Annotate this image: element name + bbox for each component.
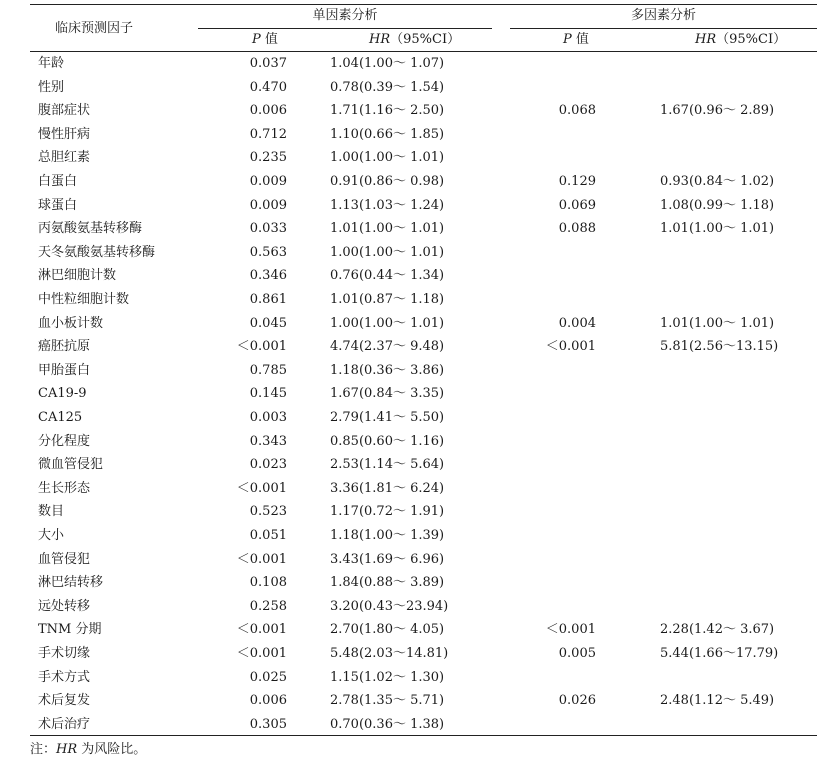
uni-hr-value: 0.78(0.39～ 1.54) bbox=[330, 79, 445, 95]
multi-hr-value: 0.93(0.84～ 1.02) bbox=[660, 174, 775, 189]
factor-cell: 甲胎蛋白 bbox=[38, 362, 91, 378]
table-row bbox=[0, 146, 823, 170]
table-row bbox=[0, 453, 823, 477]
uni-p-value: 0.025 bbox=[249, 669, 287, 685]
factor-cell: 术后治疗 bbox=[38, 716, 91, 732]
multi-p-value: 0.088 bbox=[558, 221, 596, 237]
uni-hr-value: 0.85(0.60～ 1.16) bbox=[330, 433, 445, 449]
table-row bbox=[0, 548, 823, 572]
uni-hr-value: 2.70(1.80～ 4.05) bbox=[330, 622, 445, 638]
multi-p-value: ＜0.001 bbox=[545, 622, 596, 638]
table-row bbox=[0, 713, 823, 737]
multi-p-value: 0.069 bbox=[558, 197, 596, 213]
factor-cell: 慢性肝病 bbox=[38, 126, 91, 142]
factor-cell: 天冬氨酸氨基转移酶 bbox=[38, 244, 156, 260]
table-row bbox=[0, 689, 823, 713]
uni-hr-value: 1.71(1.16～ 2.50) bbox=[330, 103, 445, 119]
factor-column-header: 临床预测因子 bbox=[55, 21, 134, 36]
hr-suffix: （95%CI） bbox=[390, 32, 461, 47]
factor-cell: 生长形态 bbox=[38, 480, 91, 496]
multi-p-value: 0.005 bbox=[558, 646, 596, 661]
table-row bbox=[0, 382, 823, 406]
factor-cell: 癌胚抗原 bbox=[38, 339, 91, 355]
table-footnote bbox=[30, 738, 146, 757]
factor-cell: CA125 bbox=[38, 410, 83, 425]
table-row bbox=[0, 123, 823, 147]
table-row bbox=[0, 217, 823, 241]
uni-hr-value: 1.00(1.00～ 1.01) bbox=[330, 244, 445, 260]
table-row bbox=[0, 264, 823, 288]
p-symbol: P bbox=[252, 32, 261, 47]
uni-hr-value: 1.10(0.66～ 1.85) bbox=[330, 126, 445, 142]
factor-cell: TNM 分期 bbox=[38, 622, 102, 638]
footnote-prefix: 注： bbox=[30, 742, 57, 757]
factor-cell: 术后复发 bbox=[38, 693, 91, 709]
uni-hr-value: 1.13(1.03～ 1.24) bbox=[330, 197, 445, 213]
footnote-text: 为风险比。 bbox=[77, 742, 147, 757]
uni-p-value: 0.045 bbox=[249, 315, 287, 331]
uni-p-value: ＜0.001 bbox=[236, 480, 287, 496]
uni-p-value: 0.470 bbox=[249, 79, 287, 95]
table-row bbox=[0, 571, 823, 595]
uni-hr-value: 2.78(1.35～ 5.71) bbox=[330, 693, 445, 709]
table-row bbox=[0, 170, 823, 194]
uni-p-value: 0.006 bbox=[249, 693, 287, 709]
uni-hr-value: 0.91(0.86～ 0.98) bbox=[330, 174, 445, 189]
table-row bbox=[0, 288, 823, 312]
uni-hr-value: 1.00(1.00～ 1.01) bbox=[330, 315, 445, 331]
factor-cell: 大小 bbox=[38, 528, 65, 543]
uni-p-value: 0.861 bbox=[249, 292, 287, 307]
factor-cell: 血管侵犯 bbox=[38, 551, 91, 567]
table-row bbox=[0, 406, 823, 430]
uni-hr-value: 1.04(1.00～ 1.07) bbox=[330, 56, 445, 71]
uni-hr-value: 3.20(0.43～23.94) bbox=[330, 598, 449, 614]
uni-hr-value: 1.18(0.36～ 3.86) bbox=[330, 362, 445, 378]
uni-hr-value: 1.84(0.88～ 3.89) bbox=[330, 575, 445, 591]
factor-cell: 腹部症状 bbox=[38, 103, 91, 119]
uni-hr-value: 1.01(1.00～ 1.01) bbox=[330, 221, 445, 237]
multi-hr-value: 2.48(1.12～ 5.49) bbox=[660, 693, 775, 709]
factor-cell: 性别 bbox=[38, 79, 65, 95]
uni-p-value: 0.305 bbox=[249, 716, 287, 732]
uni-p-value: 0.108 bbox=[249, 575, 287, 591]
factor-cell: 淋巴细胞计数 bbox=[38, 268, 117, 284]
factor-cell: 数目 bbox=[38, 504, 65, 520]
table-row bbox=[0, 642, 823, 666]
uni-p-value: ＜0.001 bbox=[236, 551, 287, 567]
multi-hr-value: 1.01(1.00～ 1.01) bbox=[660, 315, 775, 331]
multi-hr-value: 2.28(1.42～ 3.67) bbox=[660, 622, 775, 638]
uni-p-value: 0.346 bbox=[249, 268, 287, 284]
factor-cell: 微血管侵犯 bbox=[38, 457, 104, 473]
uni-p-value: 0.145 bbox=[249, 386, 287, 402]
uni-hr-header bbox=[369, 32, 460, 48]
multi-hr-value: 1.01(1.00～ 1.01) bbox=[660, 221, 775, 237]
uni-p-value: 0.009 bbox=[249, 174, 287, 189]
table-row bbox=[0, 430, 823, 454]
multi-hr-value: 5.44(1.66～17.79) bbox=[660, 646, 779, 661]
table-row bbox=[0, 595, 823, 619]
table-row bbox=[0, 52, 823, 76]
factor-cell: 手术切缘 bbox=[38, 646, 91, 661]
footnote-abbr: HR bbox=[56, 742, 78, 757]
factor-cell: CA19-9 bbox=[38, 386, 87, 402]
uni-group-rule bbox=[198, 28, 492, 29]
table-row bbox=[0, 666, 823, 690]
uni-hr-value: 0.70(0.36～ 1.38) bbox=[330, 716, 445, 732]
factor-cell: 总胆红素 bbox=[38, 150, 91, 166]
multi-p-value: 0.004 bbox=[558, 315, 596, 331]
uni-hr-value: 2.53(1.14～ 5.64) bbox=[330, 457, 445, 473]
uni-p-value: 0.023 bbox=[249, 457, 287, 473]
p-suffix: 值 bbox=[260, 32, 278, 47]
uni-p-value: 0.785 bbox=[249, 362, 287, 378]
multi-p-header bbox=[563, 32, 589, 48]
uni-p-value: 0.051 bbox=[249, 528, 287, 543]
table-row bbox=[0, 194, 823, 218]
table-top-rule bbox=[30, 4, 817, 5]
table-row bbox=[0, 99, 823, 123]
multi-hr-value: 5.81(2.56～13.15) bbox=[660, 339, 779, 355]
uni-p-header bbox=[252, 32, 278, 48]
table-row bbox=[0, 241, 823, 265]
uni-hr-value: 1.17(0.72～ 1.91) bbox=[330, 504, 445, 520]
uni-hr-value: 0.76(0.44～ 1.34) bbox=[330, 268, 445, 284]
table-row bbox=[0, 335, 823, 359]
table-row bbox=[0, 76, 823, 100]
multi-p-value: 0.129 bbox=[558, 174, 596, 189]
multivariate-group-header: 多因素分析 bbox=[630, 8, 696, 23]
uni-p-value: 0.712 bbox=[249, 126, 287, 142]
multi-group-rule bbox=[510, 28, 817, 29]
table-row bbox=[0, 359, 823, 383]
uni-p-value: 0.343 bbox=[249, 433, 287, 449]
uni-hr-value: 1.15(1.02～ 1.30) bbox=[330, 669, 445, 685]
uni-hr-value: 2.79(1.41～ 5.50) bbox=[330, 410, 445, 425]
hr-suffix: （95%CI） bbox=[716, 32, 787, 47]
uni-p-value: ＜0.001 bbox=[236, 646, 287, 661]
uni-p-value: 0.009 bbox=[249, 197, 287, 213]
factor-cell: 白蛋白 bbox=[38, 174, 78, 189]
uni-hr-value: 4.74(2.37～ 9.48) bbox=[330, 339, 445, 355]
table-row bbox=[0, 312, 823, 336]
uni-p-value: 0.037 bbox=[249, 56, 287, 71]
uni-p-value: 0.258 bbox=[249, 598, 287, 614]
multi-hr-header bbox=[695, 32, 786, 48]
uni-p-value: 0.235 bbox=[249, 150, 287, 166]
uni-hr-value: 1.18(1.00～ 1.39) bbox=[330, 528, 445, 543]
table-row bbox=[0, 524, 823, 548]
multi-p-value: ＜0.001 bbox=[545, 339, 596, 355]
factor-cell: 丙氨酸氨基转移酶 bbox=[38, 221, 143, 237]
table-row bbox=[0, 618, 823, 642]
hr-symbol: HR bbox=[695, 32, 717, 47]
multi-hr-value: 1.08(0.99～ 1.18) bbox=[660, 197, 775, 213]
multi-hr-value: 1.67(0.96～ 2.89) bbox=[660, 103, 775, 119]
factor-cell: 球蛋白 bbox=[38, 197, 78, 213]
uni-hr-value: 3.43(1.69～ 6.96) bbox=[330, 551, 445, 567]
multi-p-value: 0.026 bbox=[558, 693, 596, 709]
univariate-group-header: 单因素分析 bbox=[312, 8, 378, 23]
factor-cell: 血小板计数 bbox=[38, 315, 104, 331]
factor-cell: 年龄 bbox=[38, 56, 65, 71]
uni-hr-value: 1.67(0.84～ 3.35) bbox=[330, 386, 445, 402]
p-suffix: 值 bbox=[571, 32, 589, 47]
hr-symbol: HR bbox=[369, 32, 391, 47]
uni-p-value: 0.006 bbox=[249, 103, 287, 119]
factor-cell: 手术方式 bbox=[38, 669, 91, 685]
factor-cell: 中性粒细胞计数 bbox=[38, 292, 130, 307]
uni-hr-value: 3.36(1.81～ 6.24) bbox=[330, 480, 445, 496]
table-row bbox=[0, 500, 823, 524]
uni-hr-value: 5.48(2.03～14.81) bbox=[330, 646, 449, 661]
uni-p-value: ＜0.001 bbox=[236, 622, 287, 638]
uni-hr-value: 1.01(0.87～ 1.18) bbox=[330, 292, 445, 307]
uni-p-value: 0.523 bbox=[249, 504, 287, 520]
multi-p-value: 0.068 bbox=[558, 103, 596, 119]
uni-p-value: 0.563 bbox=[249, 244, 287, 260]
table-row bbox=[0, 477, 823, 501]
factor-cell: 远处转移 bbox=[38, 598, 91, 614]
p-symbol: P bbox=[563, 32, 572, 47]
uni-p-value: 0.003 bbox=[249, 410, 287, 425]
uni-p-value: ＜0.001 bbox=[236, 339, 287, 355]
factor-cell: 分化程度 bbox=[38, 433, 91, 449]
uni-p-value: 0.033 bbox=[249, 221, 287, 237]
uni-hr-value: 1.00(1.00～ 1.01) bbox=[330, 150, 445, 166]
factor-cell: 淋巴结转移 bbox=[38, 575, 104, 591]
